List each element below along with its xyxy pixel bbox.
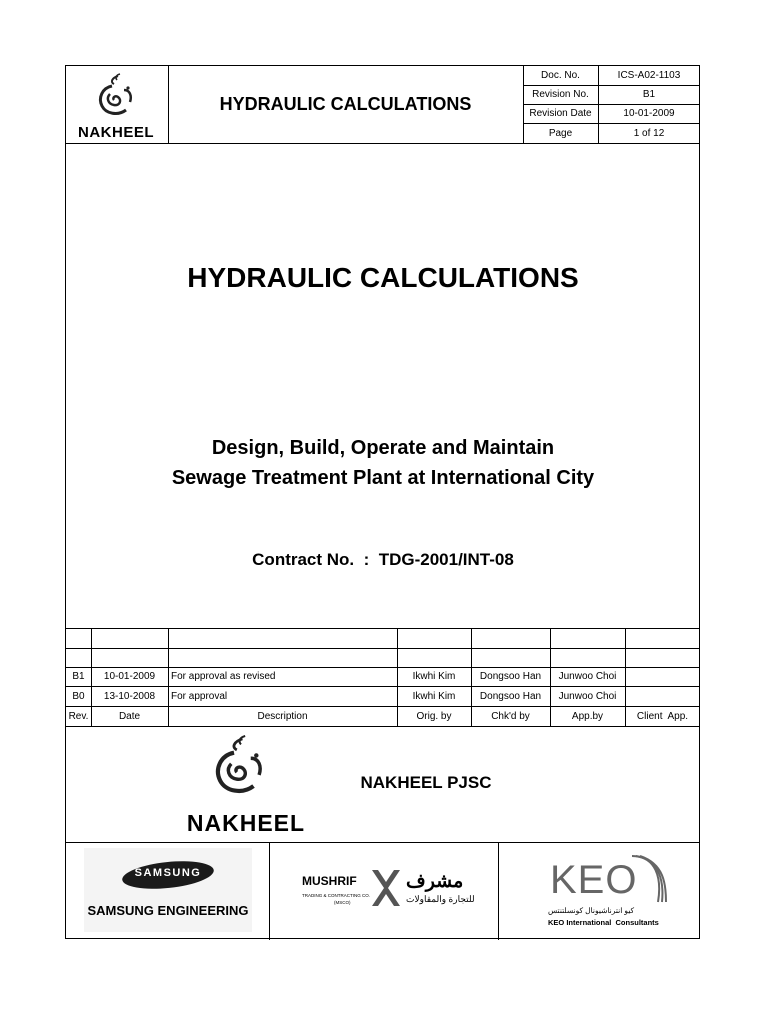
divider	[66, 726, 700, 727]
mushrif-subtitle2: (MSCO)	[334, 900, 351, 905]
date-cell: 10-01-2009	[103, 671, 156, 682]
meta-value-revision-date: 10-01-2009	[623, 108, 675, 119]
nakheel-emblem-icon	[94, 72, 140, 122]
rev-header: Rev.	[68, 710, 89, 722]
description-cell: For approval as revised	[171, 671, 276, 682]
header-logo-text: NAKHEEL	[77, 124, 154, 141]
header-logo	[66, 66, 168, 143]
document-frame	[65, 65, 700, 939]
divider	[66, 842, 700, 843]
meta-label-doc-no: Doc. No.	[541, 70, 580, 81]
meta-value-page: 1 of 12	[633, 127, 665, 139]
contractor-name: SAMSUNG ENGINEERING	[87, 903, 249, 918]
meta-label-page: Page	[548, 127, 573, 139]
consultant-name: KEO International Consultants	[548, 918, 659, 927]
contract-number: Contract No. : TDG-2001/INT-08	[252, 550, 514, 569]
samsung-logo-text: SAMSUNG	[134, 867, 202, 879]
meta-value-revision-no: B1	[642, 89, 656, 100]
divider	[66, 143, 700, 144]
samsung-logo-block	[84, 848, 252, 932]
description-cell: For approval	[171, 690, 228, 702]
mushrif-arabic-sub: للتجارة والمقاولات	[406, 894, 475, 904]
app-by-cell: Junwoo Choi	[558, 671, 617, 682]
chkd-by-cell: Dongsoo Han	[479, 690, 542, 702]
rev-cell: B0	[72, 690, 85, 702]
orig-by-cell: Ikwhi Kim	[412, 690, 456, 702]
keo-logo-block	[536, 852, 686, 936]
client-app-header: Client App.	[636, 710, 689, 722]
document-title: HYDRAULIC CALCULATIONS	[187, 262, 579, 293]
divider	[66, 648, 700, 649]
chkd-by-header: Chk'd by	[491, 710, 530, 722]
app-by-header: App.by	[571, 710, 604, 722]
mushrif-x-icon	[370, 868, 402, 908]
document-subtitle-line1: Design, Build, Operate and Maintain	[211, 436, 555, 459]
client-logo-text: NAKHEEL	[186, 810, 306, 836]
header-title: HYDRAULIC CALCULATIONS	[219, 94, 472, 114]
divider	[498, 842, 499, 940]
client-logo	[171, 730, 321, 840]
mushrif-arabic: مشرف	[406, 871, 464, 892]
mushrif-name: MUSHRIF	[302, 874, 357, 888]
rev-cell: B1	[72, 671, 85, 682]
meta-label-revision-date: Revision Date	[529, 108, 592, 119]
nakheel-emblem-icon	[209, 730, 273, 806]
description-header: Description	[257, 710, 308, 722]
meta-label-revision-no: Revision No.	[532, 89, 589, 100]
keo-arabic: كيو انترناشيونال كونسلتنتس	[548, 906, 635, 915]
orig-by-cell: Ikwhi Kim	[412, 671, 456, 682]
meta-value-doc-no: ICS-A02-1103	[617, 70, 681, 81]
mushrif-logo-block	[294, 866, 484, 922]
keo-logo-text: KEO	[550, 858, 638, 902]
orig-by-header: Orig. by	[416, 710, 452, 722]
client-app-cell	[625, 686, 700, 706]
client-app-cell	[625, 667, 700, 686]
divider	[269, 842, 270, 940]
date-cell: 13-10-2008	[103, 690, 156, 702]
chkd-by-cell: Dongsoo Han	[479, 671, 542, 682]
document-subtitle-line2: Sewage Treatment Plant at International City	[171, 466, 595, 489]
divider	[66, 628, 700, 629]
mushrif-subtitle: TRADING & CONTRACTING CO.	[302, 893, 371, 898]
client-name: NAKHEEL PJSC	[360, 773, 492, 792]
date-header: Date	[118, 710, 141, 722]
keo-arc-icon	[628, 854, 668, 904]
app-by-cell: Junwoo Choi	[558, 690, 617, 702]
